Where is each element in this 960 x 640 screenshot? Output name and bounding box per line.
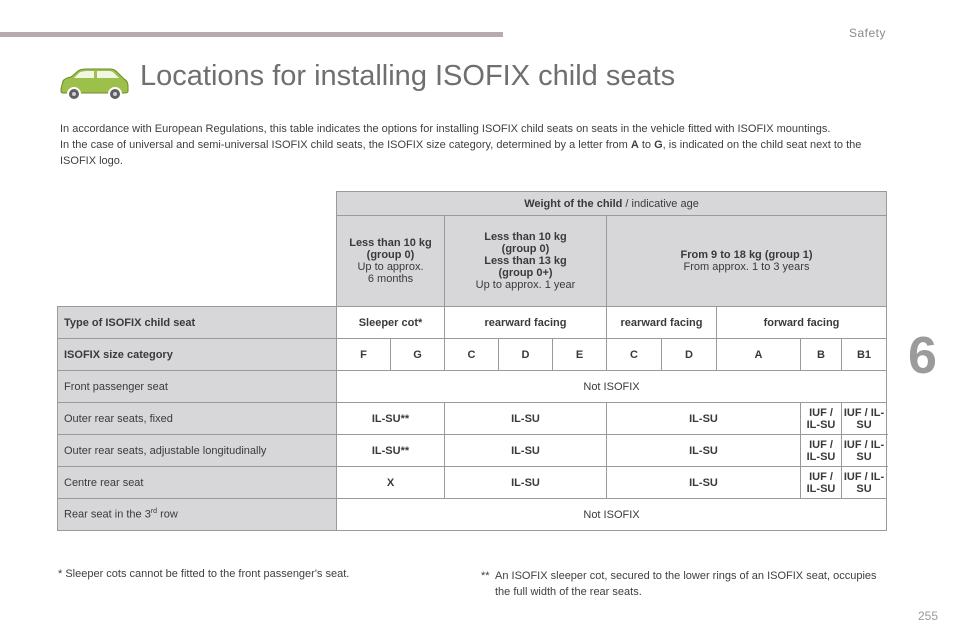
type-forward: forward facing <box>717 307 887 339</box>
row-value: IL-SU <box>445 435 607 467</box>
row-value: IUF / IL-SU <box>801 467 842 499</box>
table-corner <box>58 192 337 216</box>
page-title: Locations for installing ISOFIX child seats <box>140 60 676 92</box>
type-label: Type of ISOFIX child seat <box>58 307 337 339</box>
weight-header: Weight of the child / indicative age <box>337 192 887 216</box>
row-label: Rear seat in the 3rd row <box>58 499 337 531</box>
size-cell: F <box>337 339 391 371</box>
section-name: Safety <box>848 26 886 40</box>
row-value: IL-SU <box>607 435 801 467</box>
row-value: IL-SU <box>445 403 607 435</box>
size-label: ISOFIX size category <box>58 339 337 371</box>
row-value: IUF / IL-SU <box>801 403 842 435</box>
table-row <box>58 499 887 531</box>
isofix-table <box>57 191 887 531</box>
intro-text <box>60 121 885 169</box>
row-value: IUF / IL-SU <box>842 403 887 435</box>
row-label: Centre rear seat <box>58 467 337 499</box>
group-0-header: Less than 10 kg (group 0) Up to approx. 6 months <box>337 216 445 307</box>
type-sleeper-cot: Sleeper cot* <box>337 307 445 339</box>
size-cell: A <box>717 339 801 371</box>
group-1-header: From 9 to 18 kg (group 1) From approx. 1 to 3 years <box>607 216 887 307</box>
row-value: IL-SU <box>607 467 801 499</box>
footnote-1: * Sleeper cots cannot be fitted to the front passenger's seat. <box>58 568 350 580</box>
car-icon <box>58 66 130 102</box>
row-value: Not ISOFIX <box>337 371 887 403</box>
row-label: Outer rear seats, fixed <box>58 403 337 435</box>
intro-paragraph-1: In accordance with European Regulations, this table indicates the options for installing ISOFIX child seats on seats in the vehicle fitted with ISOFIX mountings. <box>60 123 831 135</box>
row-value: IL-SU <box>607 403 801 435</box>
footnote-2: ** An ISOFIX sleeper cot, secured to the lower rings of an ISOFIX seat, occupies the full width of the rear seats. <box>481 570 877 598</box>
group-0plus-header: Less than 10 kg (group 0) Less than 13 kg (group 0+) Up to approx. 1 year <box>445 216 607 307</box>
row-value: X <box>337 467 445 499</box>
type-rearward-2: rearward facing <box>607 307 717 339</box>
table-row <box>58 403 887 435</box>
size-cell: C <box>607 339 662 371</box>
row-value: Not ISOFIX <box>337 499 887 531</box>
table-row <box>58 371 887 403</box>
row-value: IL-SU** <box>337 435 445 467</box>
table-row <box>58 467 887 499</box>
intro-paragraph-2: In the case of universal and semi-universal ISOFIX child seats, the ISOFIX size category, determined by a letter from A to G, is indicated on the child seat next to the ISOFIX logo. <box>60 139 862 167</box>
size-cell: G <box>391 339 445 371</box>
table-row <box>58 435 887 467</box>
size-cell: C <box>445 339 499 371</box>
size-cell: D <box>499 339 553 371</box>
type-rearward-1: rearward facing <box>445 307 607 339</box>
row-value: IUF / IL-SU <box>842 435 887 467</box>
size-cell: E <box>553 339 607 371</box>
row-value: IL-SU <box>445 467 607 499</box>
row-value: IL-SU** <box>337 403 445 435</box>
row-label: Front passenger seat <box>58 371 337 403</box>
chapter-number: 6 <box>908 327 937 385</box>
page-number: 255 <box>918 609 939 623</box>
row-value: IUF / IL-SU <box>801 435 842 467</box>
size-cell: D <box>662 339 717 371</box>
table-corner-2 <box>58 216 337 307</box>
row-value: IUF / IL-SU <box>842 467 887 499</box>
size-cell: B <box>801 339 842 371</box>
size-cell: B1 <box>842 339 887 371</box>
row-label: Outer rear seats, adjustable longitudinally <box>58 435 337 467</box>
header-accent-bar <box>0 32 503 37</box>
